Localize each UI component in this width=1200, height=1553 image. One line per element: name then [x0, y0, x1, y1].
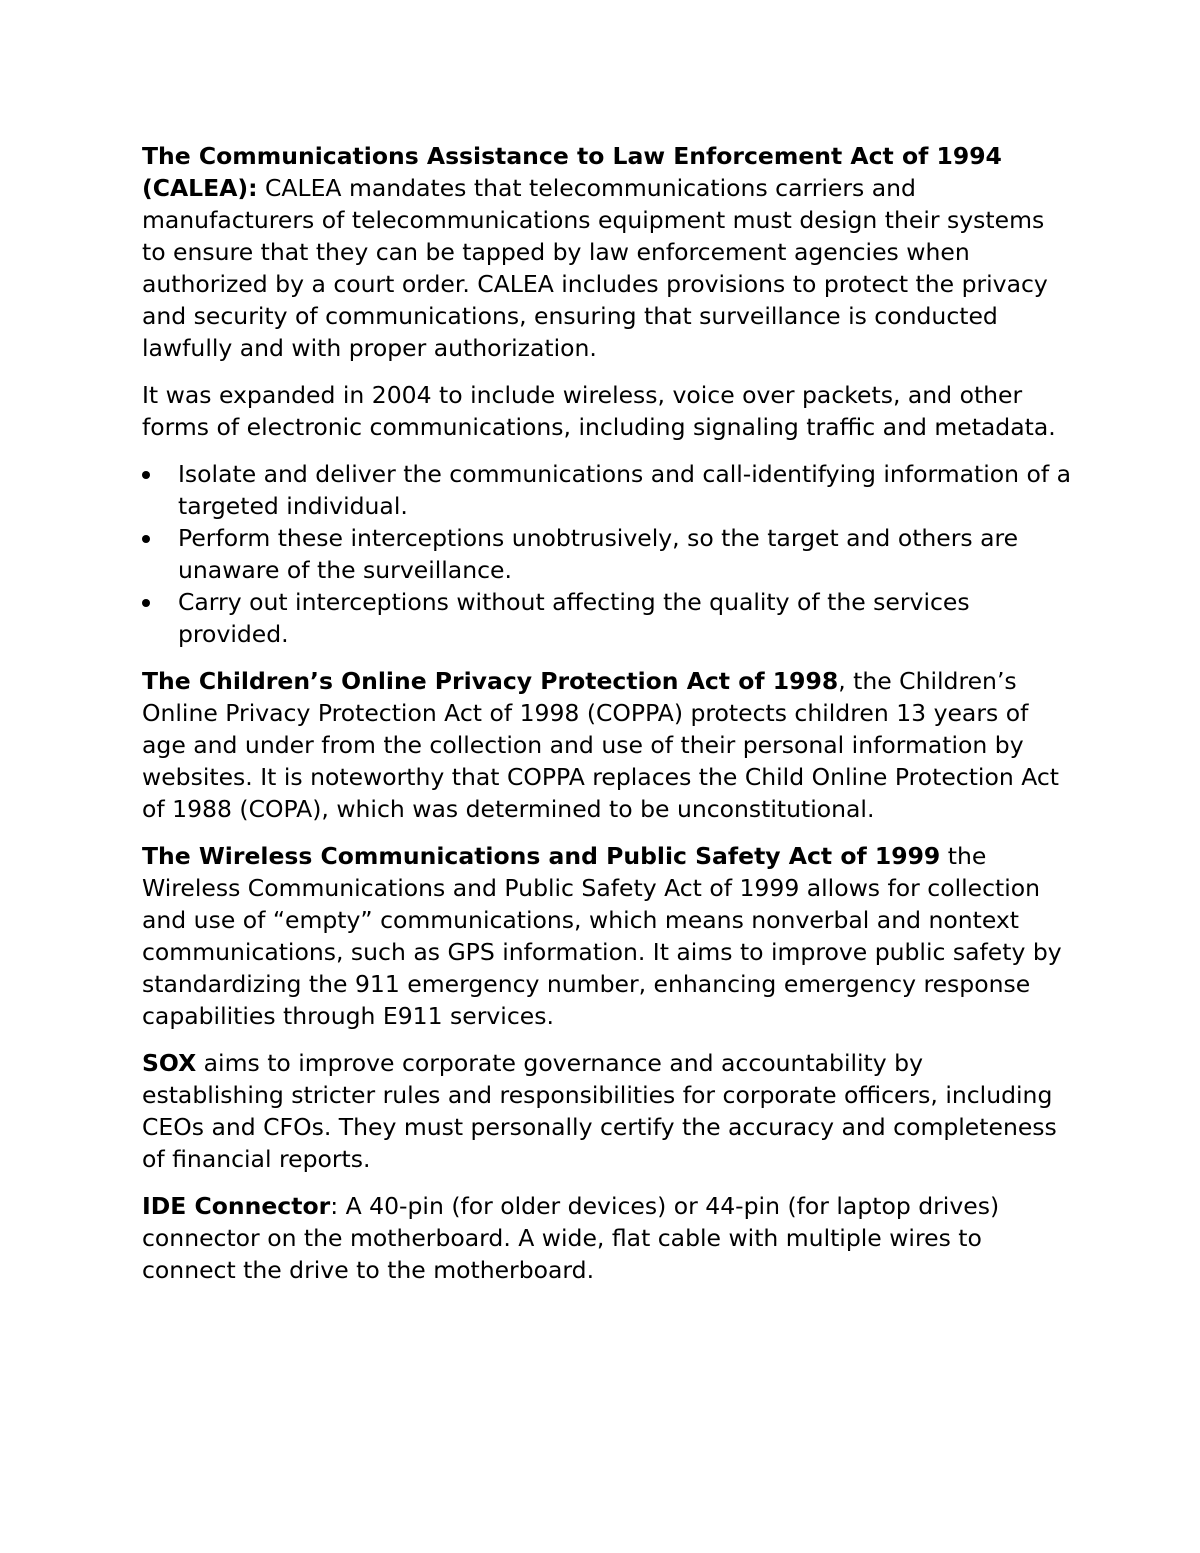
list-item-text: Isolate and deliver the communications and call-identifying information of a targeted individual.	[178, 460, 1071, 520]
expansion-body: It was expanded in 2004 to include wireless, voice over packets, and other forms of electronic communications, including signaling traffic and metadata.	[142, 381, 1056, 441]
bullet-icon	[142, 471, 150, 479]
wireless-act-body: the Wireless Communications and Public Safety Act of 1999 allows for collection and use of “empty” communications, which means nonverbal and nontext communications, such as GPS information. It aims to improve public safety by standardizing the 911 emergency number, enhancing emergency response capabilities through E911 services.	[142, 842, 1062, 1030]
sox-body: aims to improve corporate governance and accountability by establishing stricter rules and responsibilities for corporate officers, including CEOs and CFOs. They must personally certify the accuracy and completeness of financial reports.	[142, 1049, 1057, 1173]
coppa-body: , the Children’s Online Privacy Protection Act of 1998 (COPPA) protects children 13 years of age and under from the collection and use of their personal information by websites. It is noteworthy that COPPA replaces the Child Online Protection Act of 1988 (COPA), which was determined to be unconstitutional.	[142, 667, 1060, 823]
coppa-paragraph	[142, 665, 1072, 825]
ide-connector-heading: IDE Connector	[142, 1192, 331, 1220]
ide-connector-body: : A 40-pin (for older devices) or 44-pin (for laptop drives) connector on the motherboard. A wide, flat cable with multiple wires to connect the drive to the motherboard.	[142, 1192, 1000, 1284]
list-item	[142, 586, 1072, 650]
calea-heading: The Communications Assistance to Law Enforcement Act of 1994 (CALEA):	[142, 142, 1002, 202]
sox-heading: SOX	[142, 1049, 197, 1077]
list-item	[142, 522, 1072, 586]
list-item-text: Carry out interceptions without affecting the quality of the services provided.	[178, 588, 970, 648]
list-item	[142, 458, 1072, 522]
calea-requirements-list	[142, 458, 1072, 650]
sox-paragraph	[142, 1047, 1072, 1175]
calea-body: CALEA mandates that telecommunications carriers and manufacturers of telecommunications equipment must design their systems to ensure that they can be tapped by law enforcement agencies when authorized by a court order. CALEA includes provisions to protect the privacy and security of communications, ensuring that surveillance is conducted lawfully and with proper authorization.	[142, 174, 1048, 362]
bullet-icon	[142, 535, 150, 543]
ide-connector-paragraph	[142, 1190, 1072, 1286]
bullet-icon	[142, 599, 150, 607]
expansion-paragraph	[142, 379, 1072, 443]
document-page	[142, 140, 1072, 1301]
coppa-heading: The Children’s Online Privacy Protection Act of 1998	[142, 667, 839, 695]
wireless-act-paragraph	[142, 840, 1072, 1032]
list-item-text: Perform these interceptions unobtrusively, so the target and others are unaware of the surveillance.	[178, 524, 1019, 584]
wireless-act-heading: The Wireless Communications and Public Safety Act of 1999	[142, 842, 941, 870]
calea-paragraph	[142, 140, 1072, 364]
